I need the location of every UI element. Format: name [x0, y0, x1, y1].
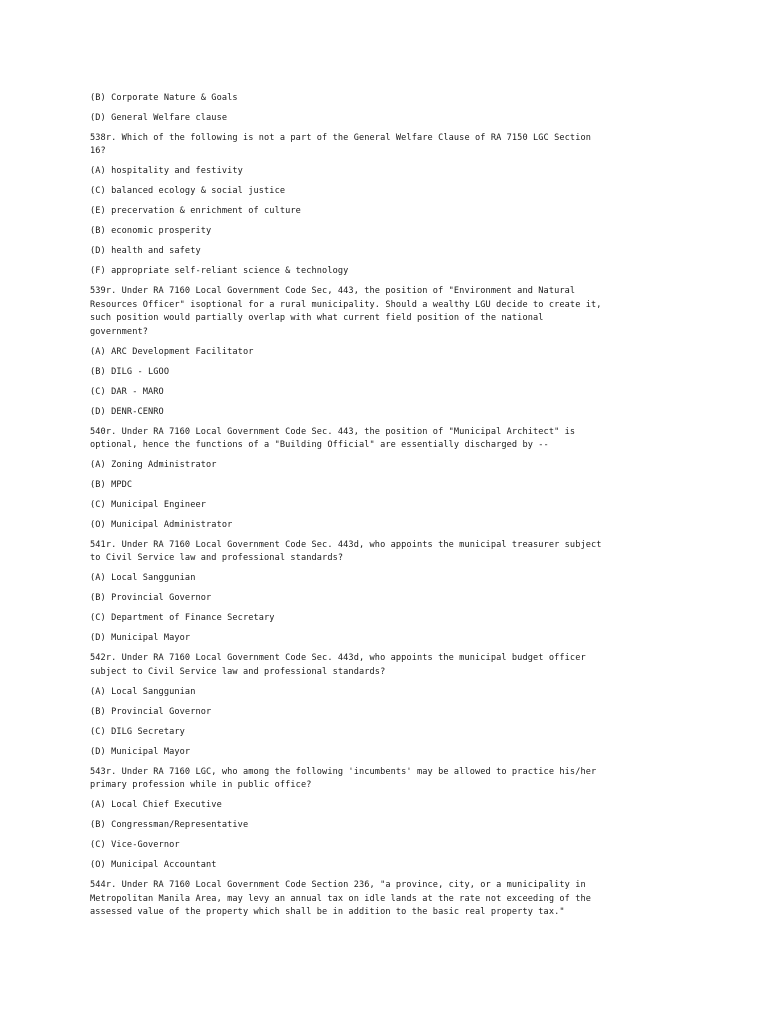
question-text: 539r. Under RA 7160 Local Government Code Sec, 443, the position of "Environment and Natural Resources Officer" isoptional for a rural municipality. Should a wealthy LGU decide to create it, such position would partially overlap with what current field position of the national government? [90, 286, 602, 337]
answer-option: (A) Local Sanggunian [90, 573, 196, 584]
question-text: 542r. Under RA 7160 Local Government Code Sec. 443d, who appoints the municipal budget officer subject to Civil Service law and professional standards? [90, 653, 586, 677]
answer-option: (D) DENR-CENRO [90, 406, 164, 417]
answer-option: (D) health and safety [90, 246, 201, 257]
answer-option: (C) DAR - MARO [90, 386, 164, 397]
question-text: 540r. Under RA 7160 Local Government Code Sec. 443, the position of "Municipal Architect" is optional, hence the functions of a "Building Official" are essentially discharged by -- [90, 426, 576, 451]
answer-option: (B) Congressman/Representative [90, 820, 249, 831]
answer-option: (B) DILG - LGOO [90, 366, 170, 377]
answer-option: (O) Municipal Administrator [90, 520, 233, 531]
question-text: 538r. Which of the following is not a part of the General Welfare Clause of RA 7150 LGC Section 16? [90, 133, 592, 157]
answer-option: (A) ARC Development Facilitator [90, 346, 254, 357]
answer-option: (D) Municipal Mayor [90, 633, 191, 644]
answer-option: (C) Vice-Governor [90, 840, 180, 851]
answer-option: (B) Provincial Governor [90, 706, 212, 717]
answer-option: (A) Zoning Administrator [90, 460, 217, 471]
question-text: 544r. Under RA 7160 Local Government Code Section 236, "a province, city, or a municipality in Metropolitan Manila Area, may levy an annual tax on idle lands at the rate not exceeding of the assessed value of the property which shall be in addition to the basic real property tax." [90, 880, 592, 918]
answer-option: (A) Local Chief Executive [90, 800, 222, 811]
question-text: 541r. Under RA 7160 Local Government Code Sec. 443d, who appoints the municipal treasurer subject to Civil Service law and professional standards? [90, 540, 602, 564]
answer-option: (O) Municipal Accountant [90, 860, 217, 871]
answer-option: (D) General Welfare clause [90, 113, 228, 123]
answer-option: (E) precervation & enrichment of culture [90, 206, 301, 217]
document-page [90, 92, 690, 926]
answer-option: (C) Department of Finance Secretary [90, 613, 275, 624]
answer-option: (C) balanced ecology & social justice [90, 186, 286, 197]
answer-option: (C) Municipal Engineer [90, 500, 207, 511]
answer-option: (B) Corporate Nature & Goals [90, 93, 238, 103]
answer-option: (A) hospitality and festivity [90, 166, 243, 177]
answer-option: (C) DILG Secretary [90, 726, 185, 737]
answer-option: (B) Provincial Governor [90, 593, 212, 604]
answer-option: (B) MPDC [90, 480, 133, 491]
answer-option: (A) Local Sanggunian [90, 686, 196, 697]
question-text: 543r. Under RA 7160 LGC, who among the following 'incumbents' may be allowed to practice his/her primary profession while in public office? [90, 766, 597, 791]
answer-option: (B) economic prosperity [90, 226, 212, 237]
answer-option: (F) appropriate self-reliant science & technology [90, 266, 349, 277]
answer-option: (D) Municipal Mayor [90, 746, 191, 757]
